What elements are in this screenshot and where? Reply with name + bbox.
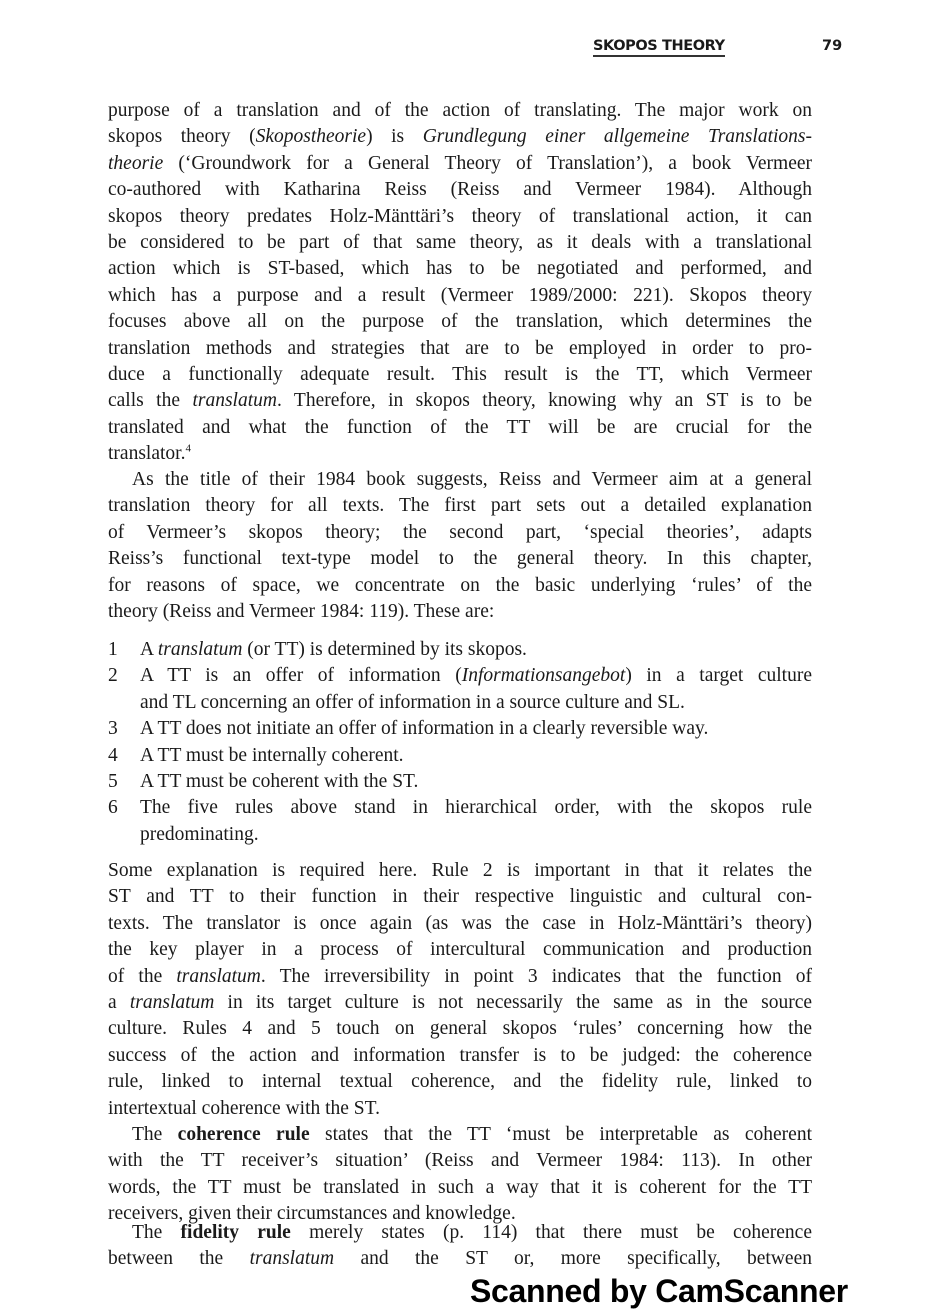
paragraph xyxy=(108,1220,812,1273)
paragraph xyxy=(108,467,812,625)
italic-text: translatum xyxy=(249,1248,335,1270)
text-line xyxy=(108,256,812,282)
rules-list xyxy=(108,637,812,848)
text-span: skopos theory predates Holz-Mänttäri’s theory of translational action, it can xyxy=(108,205,812,227)
text-line xyxy=(108,1069,812,1095)
text-span: translation theory for all texts. The first part sets out a detailed explanation xyxy=(108,495,812,517)
text-span: with the TT receiver’s situation’ (Reiss and Vermeer 1984: 113). In other xyxy=(108,1150,812,1172)
text-span: intertextual coherence with the ST. xyxy=(108,1097,380,1119)
text-span: merely states (p. 114) that there must be coherence xyxy=(290,1222,812,1243)
text-line xyxy=(108,1148,812,1174)
text-line xyxy=(108,204,812,230)
text-line xyxy=(108,937,812,963)
text-span: a xyxy=(108,991,130,1013)
text-span: in its target culture is not necessarily the same as in the source xyxy=(214,991,813,1013)
text-span: purpose of a translation and of the action of translating. The major work on xyxy=(108,100,812,121)
text-span: skopos theory ( xyxy=(108,126,256,148)
text-span: As the title of their 1984 book suggests, Reiss and Vermeer aim at a general xyxy=(132,469,812,490)
text-line xyxy=(108,1096,812,1122)
text-span: A TT must be coherent with the ST. xyxy=(140,770,419,792)
text-span: A TT is an offer of information ( xyxy=(140,665,462,687)
list-item xyxy=(108,663,812,716)
running-title: SKOPOS THEORY xyxy=(593,38,725,57)
text-line xyxy=(108,493,812,519)
text-span: words, the TT must be translated in such a way that it is coherent for the TT xyxy=(108,1176,812,1198)
text-span: success of the action and information transfer is to be judged: the coherence xyxy=(108,1044,812,1066)
text-line xyxy=(108,415,812,441)
text-line xyxy=(108,990,812,1016)
text-span: A TT must be internally coherent. xyxy=(140,744,404,766)
list-number: 5 xyxy=(108,770,118,792)
text-line xyxy=(108,441,812,467)
text-span: texts. The translator is once again (as was the case in Holz-Mänttäri’s theory) xyxy=(108,912,812,934)
text-span: (or TT) is determined by its skopos. xyxy=(242,639,527,660)
italic-text: translatum xyxy=(157,639,243,660)
paragraph xyxy=(108,98,812,467)
text-line xyxy=(108,964,812,990)
text-span: of Vermeer’s skopos theory; the second part, ‘special theories’, adapts xyxy=(108,521,812,543)
text-span: . The irreversibility in point 3 indicates that the function of xyxy=(260,965,812,987)
text-span: Reiss’s functional text-type model to the general theory. In this chapter, xyxy=(108,548,812,570)
text-span: The five rules above stand in hierarchical order, with the skopos rule xyxy=(140,797,812,819)
text-line xyxy=(108,1043,812,1069)
list-item xyxy=(108,743,812,769)
bold-term: coherence rule xyxy=(177,1124,310,1145)
list-item xyxy=(108,637,812,663)
text-line xyxy=(108,546,812,572)
list-number: 4 xyxy=(108,744,118,766)
text-span: . Therefore, in skopos theory, knowing why an ST is to be xyxy=(276,390,812,412)
text-span: translation methods and strategies that are to be employed in order to pro- xyxy=(108,337,812,359)
text-line xyxy=(108,230,812,256)
text-span: between the xyxy=(108,1248,250,1270)
text-span: focuses above all on the purpose of the translation, which determines the xyxy=(108,311,812,333)
text-span: A xyxy=(140,639,158,660)
text-line xyxy=(140,743,812,769)
text-line xyxy=(108,1122,812,1148)
text-span: ) in a target culture xyxy=(625,665,812,687)
list-number: 2 xyxy=(108,665,118,687)
text-line xyxy=(140,795,812,821)
text-span: culture. Rules 4 and 5 touch on general skopos ‘rules’ concerning how the xyxy=(108,1018,812,1040)
text-line xyxy=(108,1220,812,1246)
text-span: be considered to be part of that same theory, as it deals with a translational xyxy=(108,231,812,253)
list-number: 3 xyxy=(108,718,118,740)
text-span: ) is xyxy=(366,126,423,148)
text-line xyxy=(108,177,812,203)
text-span: ST and TT to their function in their respective linguistic and cultural con- xyxy=(108,886,812,908)
text-span: Some explanation is required here. Rule 2 is important in that it relates the xyxy=(108,860,812,881)
text-span: receivers, given their circumstances and knowledge. xyxy=(108,1203,516,1225)
text-span: the key player in a process of intercultural communication and production xyxy=(108,939,812,961)
page-number: 79 xyxy=(822,38,843,54)
list-item xyxy=(108,795,812,848)
text-span: states that the TT ‘must be interpretable as coherent xyxy=(309,1124,812,1145)
text-line xyxy=(108,599,812,625)
running-header xyxy=(0,38,925,62)
footnote-marker: 4 xyxy=(185,442,191,455)
text-span: action which is ST-based, which has to be negotiated and performed, and xyxy=(108,258,812,280)
text-span: and TL concerning an offer of information in a source culture and SL. xyxy=(140,691,685,713)
paragraph xyxy=(108,1122,812,1228)
italic-text: Skopostheorie xyxy=(255,126,367,148)
text-span: and the ST or, more specifically, between xyxy=(334,1248,812,1270)
italic-text: theorie xyxy=(108,152,164,174)
text-line xyxy=(108,1175,812,1201)
italic-text: Grundlegung einer allgemeine Translations- xyxy=(422,126,812,148)
text-line xyxy=(108,388,812,414)
italic-text: translatum xyxy=(176,965,261,987)
italic-text: translatum xyxy=(129,991,215,1013)
text-span: duce a functionally adequate result. This result is the TT, which Vermeer xyxy=(108,363,812,385)
text-line xyxy=(108,124,812,150)
text-line xyxy=(108,151,812,177)
text-span: translator. xyxy=(108,443,186,465)
italic-text: translatum xyxy=(192,390,277,412)
text-line xyxy=(108,884,812,910)
text-line xyxy=(108,362,812,388)
text-line xyxy=(108,573,812,599)
text-line xyxy=(108,283,812,309)
text-span: rule, linked to internal textual coherence, and the fidelity rule, linked to xyxy=(108,1071,812,1093)
camscanner-watermark: Scanned by CamScanner xyxy=(470,1273,848,1309)
italic-text: Informationsangebot xyxy=(461,665,626,687)
text-span: predominating. xyxy=(140,823,259,845)
text-line xyxy=(140,769,812,795)
text-span: for reasons of space, we concentrate on the basic underlying ‘rules’ of the xyxy=(108,574,812,596)
text-span: which has a purpose and a result (Vermeer 1989/2000: 221). Skopos theory xyxy=(108,284,812,306)
text-span: co-authored with Katharina Reiss (Reiss and Vermeer 1984). Although xyxy=(108,179,812,201)
text-line xyxy=(108,98,812,124)
bold-term: fidelity rule xyxy=(180,1222,291,1243)
text-line xyxy=(140,690,812,716)
text-line xyxy=(108,309,812,335)
text-line xyxy=(140,716,812,742)
text-span: of the xyxy=(108,965,177,987)
text-span: calls the xyxy=(108,390,193,412)
list-item xyxy=(108,716,812,742)
text-span: The xyxy=(132,1222,181,1243)
text-line xyxy=(140,637,812,663)
text-line xyxy=(108,1246,812,1272)
text-line xyxy=(108,858,812,884)
text-line xyxy=(108,1016,812,1042)
paragraph xyxy=(108,858,812,1122)
text-span: (‘Groundwork for a General Theory of Translation’), a book Vermeer xyxy=(163,152,812,174)
text-line xyxy=(108,467,812,493)
text-span: theory (Reiss and Vermeer 1984: 119). These are: xyxy=(108,600,495,622)
text-line xyxy=(108,520,812,546)
list-item xyxy=(108,769,812,795)
text-line xyxy=(140,663,812,689)
text-line xyxy=(108,911,812,937)
list-number: 1 xyxy=(108,639,118,660)
list-number: 6 xyxy=(108,797,118,819)
text-line xyxy=(140,822,812,848)
text-span: translated and what the function of the TT will be are crucial for the xyxy=(108,416,812,438)
text-span: The xyxy=(132,1124,178,1145)
text-span: A TT does not initiate an offer of information in a clearly reversible way. xyxy=(140,718,709,740)
text-line xyxy=(108,336,812,362)
